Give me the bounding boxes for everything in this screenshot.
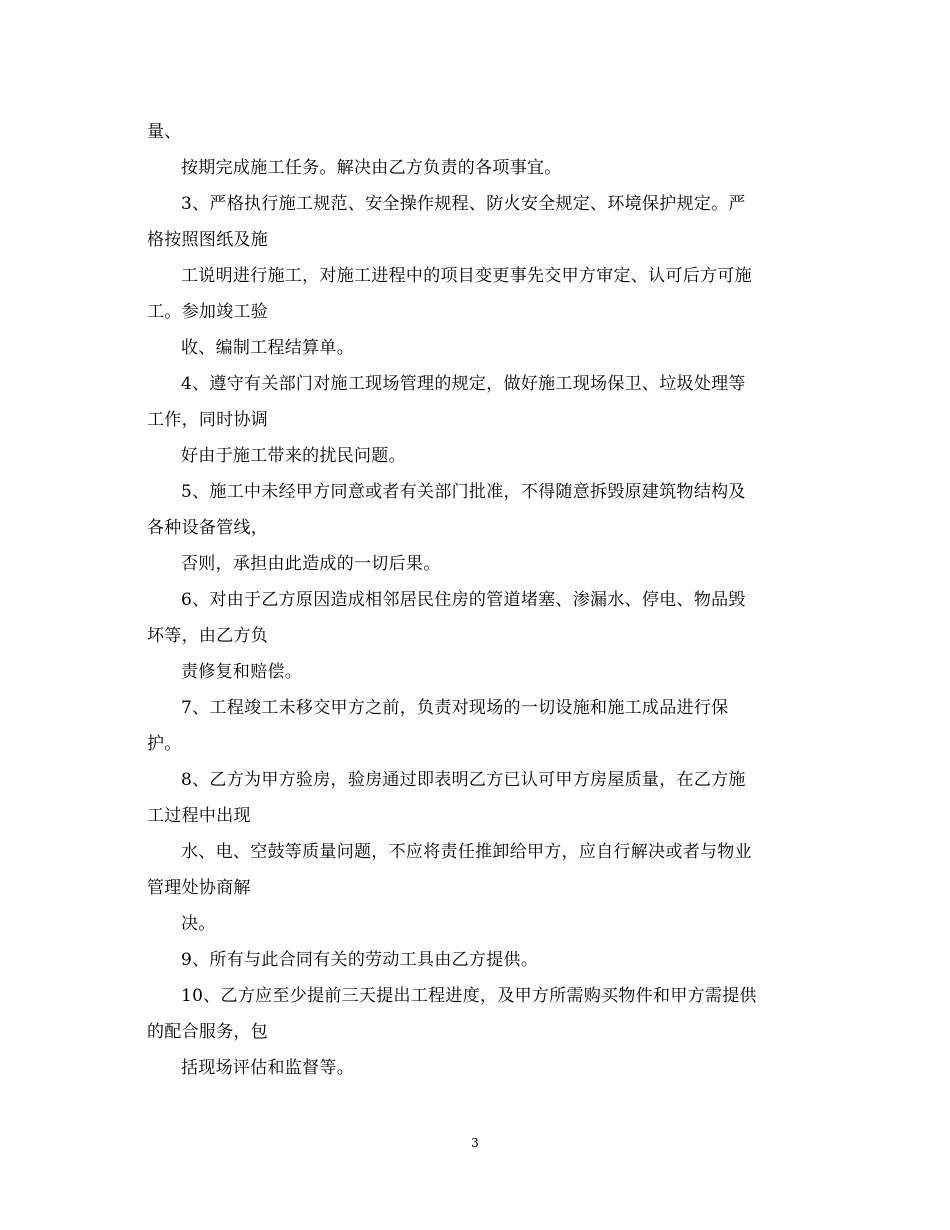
page-number: 3 bbox=[471, 1136, 479, 1150]
text-line: 护。 bbox=[147, 734, 182, 754]
text-line: 6、对由于乙方原因造成相邻居民住房的管道堵塞、渗漏水、停电、物品毁 bbox=[181, 590, 746, 610]
text-line: 的配合服务，包 bbox=[147, 1022, 269, 1042]
text-line: 7、工程竣工未移交甲方之前，负责对现场的一切设施和施工成品进行保 bbox=[181, 698, 729, 718]
text-line: 9、所有与此合同有关的劳动工具由乙方提供。 bbox=[181, 950, 539, 970]
text-line: 10、乙方应至少提前三天提出工程进度，及甲方所需购买物件和甲方需提供 bbox=[181, 986, 757, 1006]
text-line: 括现场评估和监督等。 bbox=[181, 1058, 354, 1078]
text-line: 好由于施工带来的扰民问题。 bbox=[181, 446, 406, 466]
text-line: 否则，承担由此造成的一切后果。 bbox=[181, 554, 441, 574]
text-line: 工过程中出现 bbox=[147, 806, 251, 826]
text-line: 格按照图纸及施 bbox=[147, 230, 269, 250]
text-line: 坏等，由乙方负 bbox=[147, 626, 269, 646]
text-line: 8、乙方为甲方验房，验房通过即表明乙方已认可甲方房屋质量，在乙方施 bbox=[181, 770, 746, 790]
text-line: 按期完成施工任务。解决由乙方负责的各项事宜。 bbox=[181, 158, 562, 178]
text-line: 工作，同时协调 bbox=[147, 410, 269, 430]
document-body bbox=[147, 114, 807, 1086]
text-line: 3、严格执行施工规范、安全操作规程、防火安全规定、环境保护规定。严 bbox=[181, 194, 746, 214]
text-line: 水、电、空鼓等质量问题，不应将责任推卸给甲方，应自行解决或者与物业 bbox=[181, 842, 752, 862]
text-line: 量、 bbox=[147, 122, 182, 142]
text-line: 决。 bbox=[181, 914, 216, 934]
text-line: 4、遵守有关部门对施工现场管理的规定，做好施工现场保卫、垃圾处理等 bbox=[181, 374, 746, 394]
text-line: 工。参加竣工验 bbox=[147, 302, 269, 322]
text-line: 5、施工中未经甲方同意或者有关部门批准，不得随意拆毁原建筑物结构及 bbox=[181, 482, 746, 502]
text-line: 各种设备管线， bbox=[147, 518, 269, 538]
text-line: 责修复和赔偿。 bbox=[181, 662, 303, 682]
text-line: 管理处协商解 bbox=[147, 878, 251, 898]
text-line: 工说明进行施工，对施工进程中的项目变更事先交甲方审定、认可后方可施 bbox=[181, 266, 752, 286]
text-line: 收、编制工程结算单。 bbox=[181, 338, 354, 358]
